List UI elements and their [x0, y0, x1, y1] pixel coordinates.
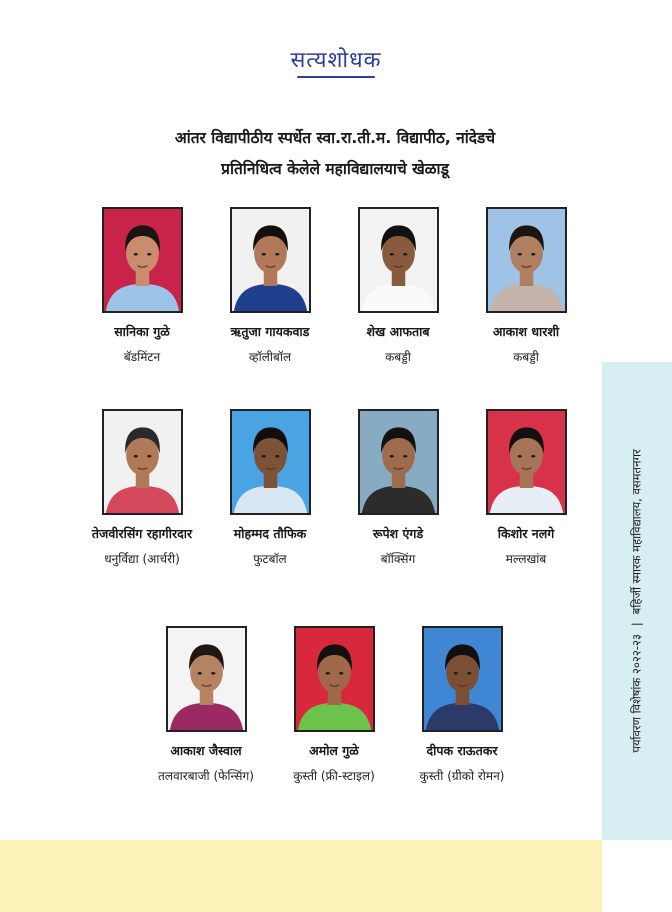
player-sport: कबड्डी	[513, 350, 539, 364]
player-name: मोहम्मद तौफिक	[233, 526, 307, 541]
player-photo	[230, 409, 311, 515]
player-sport: कबड्डी	[385, 350, 411, 364]
player-photo	[358, 409, 439, 515]
player-name: सानिका गुळे	[114, 324, 170, 339]
portrait-image	[296, 628, 373, 730]
magazine-logo: सत्यशोधक	[0, 44, 672, 78]
player-photo	[166, 626, 247, 732]
portrait-image	[168, 628, 245, 730]
page-heading-line-1: आंतर विद्यापीठीय स्पर्धेत स्वा.रा.ती.म. विद्यापीठ, नांदेडचे	[174, 129, 496, 147]
portrait-image	[232, 411, 309, 513]
player-photo	[102, 409, 183, 515]
footer-band	[0, 840, 602, 912]
player-name: दीपक राऊतकर	[426, 743, 498, 758]
player-sport: मल्लखांब	[505, 552, 547, 566]
player-sport: फुटबॉल	[253, 552, 287, 566]
player-photo	[294, 626, 375, 732]
player-photo	[102, 207, 183, 313]
portrait-image	[488, 209, 565, 311]
player-sport: कुस्ती (ग्रीको रोमन)	[419, 769, 505, 783]
portrait-image	[360, 209, 437, 311]
player-sport: तलवारबाजी (फेन्सिंग)	[158, 769, 254, 783]
sidebar-college-name: बहिर्जी स्मारक महाविद्यालय, वसमतनगर	[629, 449, 644, 615]
player-photo	[358, 207, 439, 313]
portrait-image	[104, 209, 181, 311]
player-sport: कुस्ती (फ्री-स्टाइल)	[293, 769, 375, 783]
portrait-image	[424, 628, 501, 730]
player-name: शेख आफताब	[366, 324, 430, 339]
player-sport: बॅडमिंटन	[123, 350, 161, 364]
player-sport: धनुर्विद्या (आर्चरी)	[104, 552, 180, 566]
player-photo	[486, 207, 567, 313]
player-photo	[486, 409, 567, 515]
player-sport: व्हॉलीबॉल	[248, 350, 292, 364]
sidebar-divider: |	[629, 622, 644, 627]
portrait-image	[232, 209, 309, 311]
portrait-image	[360, 411, 437, 513]
sidebar-issue-title: पर्यावरण विशेषांक २०२२-२३	[629, 634, 644, 753]
page-heading-line-2: प्रतिनिधित्व केलेले महाविद्यालयाचे खेळाडू	[221, 160, 449, 178]
player-name: ऋतुजा गायकवाड	[230, 324, 310, 339]
player-name: किशोर नलगे	[497, 526, 555, 541]
portrait-image	[488, 411, 565, 513]
player-name: रूपेश एंगडे	[372, 526, 424, 541]
player-name: तेजवीरसिंग रहागीरदार	[91, 526, 193, 541]
player-name: अमोल गुळे	[309, 743, 359, 758]
player-photo	[230, 207, 311, 313]
player-sport: बॉक्सिंग	[380, 552, 416, 566]
player-name: आकाश जैस्वाल	[170, 743, 242, 758]
sidebar-caption	[630, 449, 645, 752]
player-name: आकाश धारशी	[492, 324, 560, 339]
portrait-image	[104, 411, 181, 513]
player-photo	[422, 626, 503, 732]
